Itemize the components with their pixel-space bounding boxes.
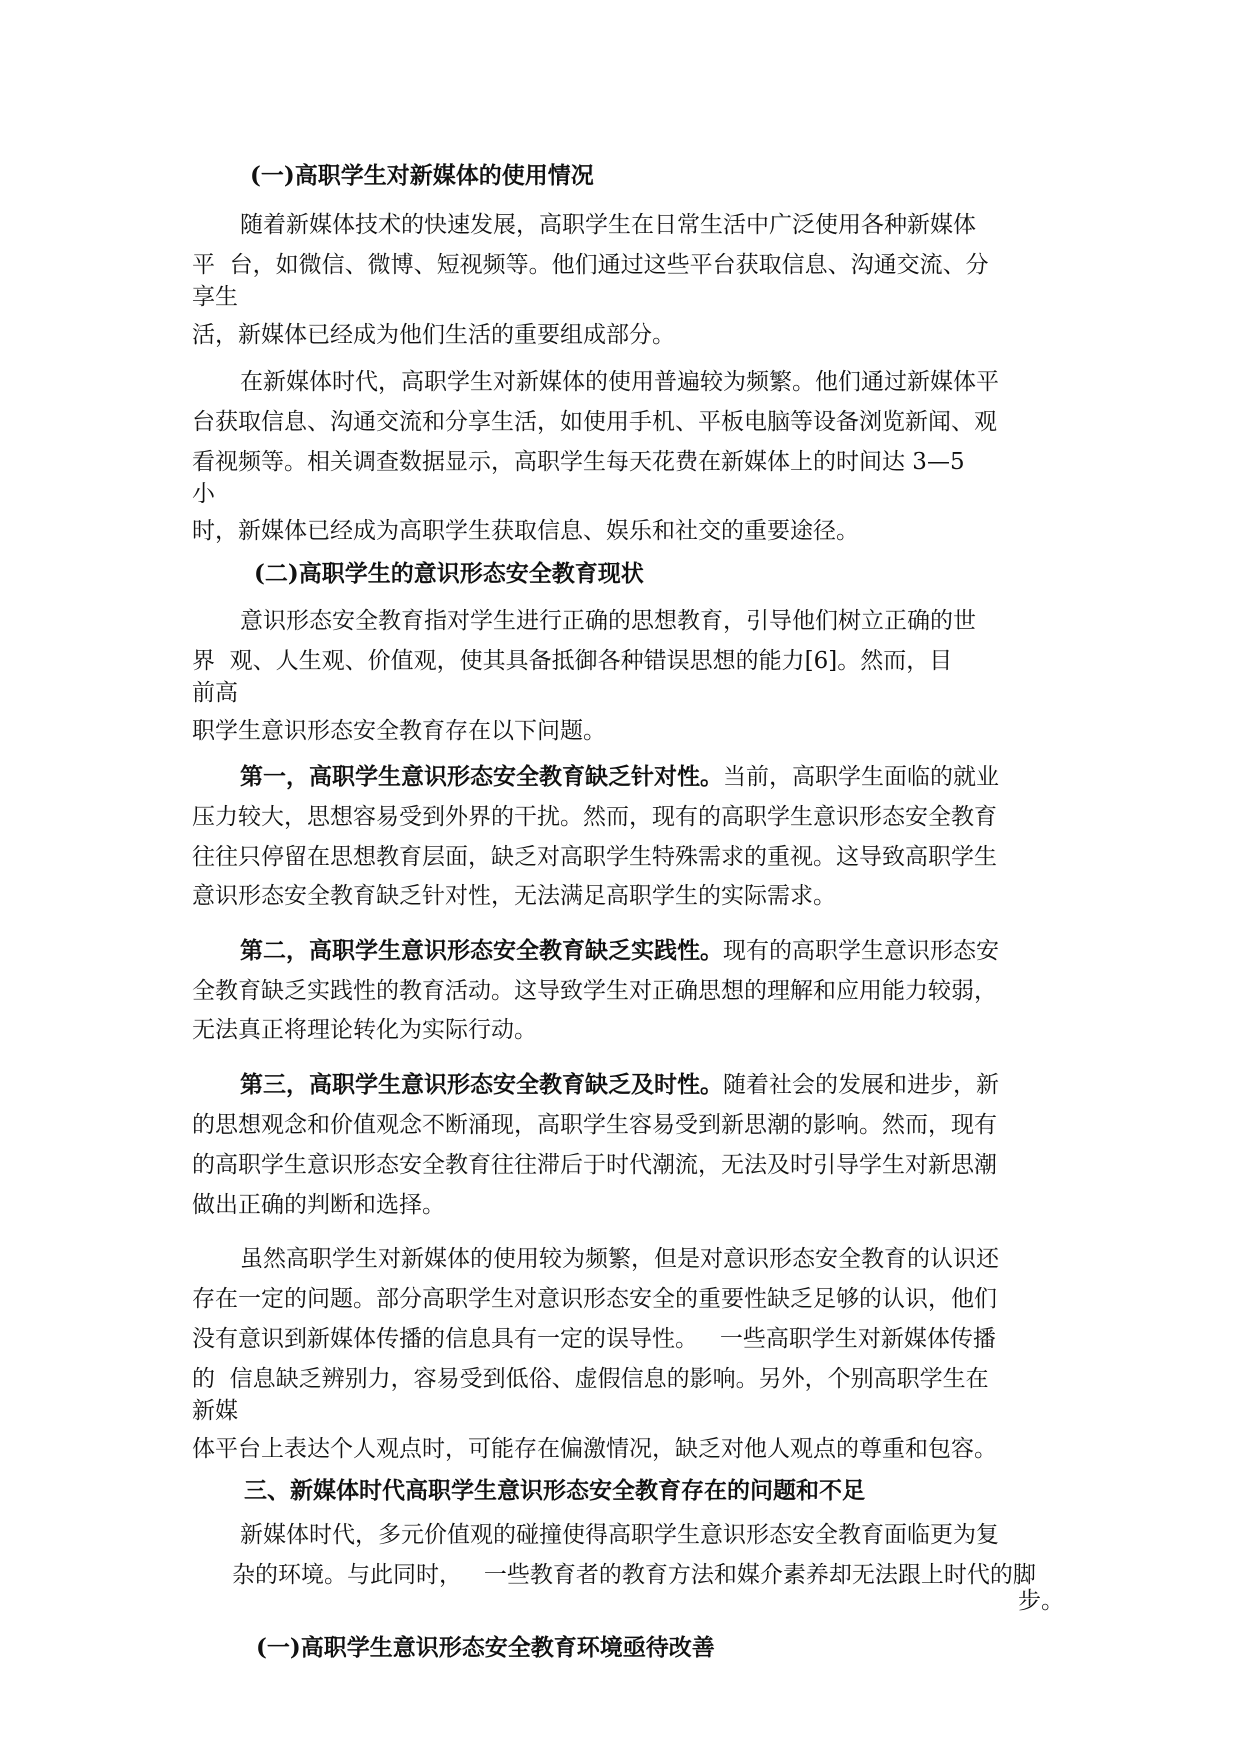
paragraph-line-lead [240,936,999,966]
paragraph-line: 在新媒体时代，高职学生对新媒体的使用普遍较为频繁。他们通过新媒体平 [240,369,999,395]
lead-rest-text: 现有的高职学生意识形态安 [723,938,999,964]
paragraph-line: 的思想观念和价值观念不断涌现，高职学生容易受到新思潮的影响。然而，现有 [192,1112,997,1138]
lead-rest-text: 当前，高职学生面临的就业 [723,764,999,790]
paragraph-line: 意识形态安全教育指对学生进行正确的思想教育，引导他们树立正确的世 [240,608,976,634]
paragraph-line: 杂的环境。与此同时， 一些教育者的教育方法和媒介素养却无法跟上时代的脚 [232,1562,1036,1588]
paragraph-line: 压力较大，思想容易受到外界的干扰。然而，现有的高职学生意识形态安全教育 [192,804,997,830]
paragraph-line: 新媒 [192,1398,238,1424]
paragraph-line: 虽然高职学生对新媒体的使用较为频繁，但是对意识形态安全教育的认识还 [240,1246,999,1272]
section-heading-3: 三、新媒体时代高职学生意识形态安全教育存在的问题和不足 [244,1477,865,1504]
paragraph-line: 无法真正将理论转化为实际行动。 [192,1017,537,1043]
section-heading-4: (一)高职学生意识形态安全教育环境亟待改善 [256,1634,715,1661]
paragraph-line: 看视频等。相关调查数据显示，高职学生每天花费在新媒体上的时间达 3—5 [192,449,965,475]
paragraph-line: 全教育缺乏实践性的教育活动。这导致学生对正确思想的理解和应用能力较弱， [192,978,997,1004]
paragraph-line-lead [240,762,999,792]
section-heading-2: (二)高职学生的意识形态安全教育现状 [254,560,644,587]
paragraph-line: 小 [192,481,215,507]
paragraph-line: 前高 [192,680,238,706]
lead-bold-text: 第三，高职学生意识形态安全教育缺乏及时性。 [240,1071,723,1098]
paragraph-line: 界 观、人生观、价值观，使其具备抵御各种错误思想的能力[6]。然而，目 [192,648,953,674]
paragraph-line: 意识形态安全教育缺乏针对性，无法满足高职学生的实际需求。 [192,883,836,909]
paragraph-line: 的高职学生意识形态安全教育往往滞后于时代潮流，无法及时引导学生对新思潮 [192,1152,997,1178]
paragraph-line: 的 信息缺乏辨别力，容易受到低俗、虚假信息的影响。另外，个别高职学生在 [192,1366,989,1392]
paragraph-line: 做出正确的判断和选择。 [192,1192,445,1218]
paragraph-line: 步。 [1018,1588,1064,1614]
paragraph-line: 体平台上表达个人观点时，可能存在偏激情况，缺乏对他人观点的尊重和包容。 [192,1436,997,1462]
paragraph-line: 往往只停留在思想教育层面，缺乏对高职学生特殊需求的重视。这导致高职学生 [192,844,997,870]
paragraph-line: 存在一定的问题。部分高职学生对意识形态安全的重要性缺乏足够的认识，他们 [192,1286,997,1312]
paragraph-line: 台获取信息、沟通交流和分享生活，如使用手机、平板电脑等设备浏览新闻、观 [192,409,997,435]
lead-bold-text: 第二，高职学生意识形态安全教育缺乏实践性。 [240,937,723,964]
paragraph-line: 新媒体时代，多元价值观的碰撞使得高职学生意识形态安全教育面临更为复 [240,1522,999,1548]
paragraph-line-lead [240,1070,999,1100]
lead-rest-text: 随着社会的发展和进步，新 [723,1072,999,1098]
paragraph-line: 没有意识到新媒体传播的信息具有一定的误导性。 一些高职学生对新媒体传播 [192,1326,996,1352]
lead-bold-text: 第一，高职学生意识形态安全教育缺乏针对性。 [240,763,723,790]
section-heading-1: (一)高职学生对新媒体的使用情况 [250,162,594,189]
paragraph-line: 时，新媒体已经成为高职学生获取信息、娱乐和社交的重要途径。 [192,518,859,544]
paragraph-line: 随着新媒体技术的快速发展，高职学生在日常生活中广泛使用各种新媒体 [240,212,976,238]
paragraph-line: 职学生意识形态安全教育存在以下问题。 [192,718,606,744]
paragraph-line: 活，新媒体已经成为他们生活的重要组成部分。 [192,322,675,348]
paragraph-line: 平 台，如微信、微博、短视频等。他们通过这些平台获取信息、沟通交流、分 [192,252,989,278]
paragraph-line: 享生 [192,284,238,310]
